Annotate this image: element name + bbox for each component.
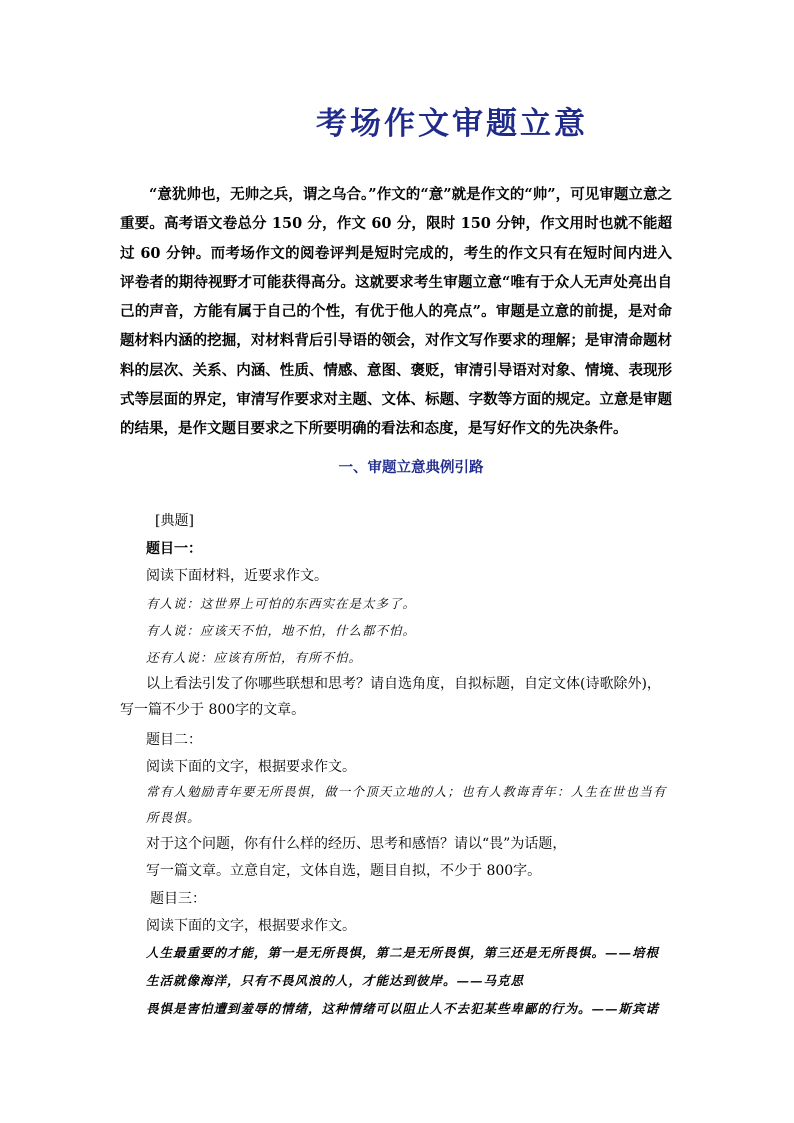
q1-quote-3: 还有人说：应该有所怕，有所不怕。	[146, 650, 363, 665]
q1-quote-1: 有人说：这世界上可怕的东西实在是太多了。	[146, 596, 417, 611]
document-title: 考场作文审题立意	[316, 106, 588, 142]
intro-paragraph: “意犹帅也，无帅之兵，谓之乌合。”作文的“意”就是作文的“帅”，可见审题立意之重要。高考语文卷总分 150 分，作文 60 分，限时 150 分钟，作文用时也就不能超过 60 分钟。而考场作文的阅卷评判是短时完成的，考生的作文只有在短时间内进入评卷者的期待视野才可能获得高分。这就要求考生审题立意“唯有于众人无声处亮出自己的声音，方能有属于自己的个性，有优于他人的亮点”。审题是立意的前提，是对命题材料内涵的挖掘，对材料背后引导语的领会，对作文写作要求的理解；是审清命题材料的层次、关系、内涵、性质、情感、意图、褒贬，审清引导语对对象、情境、表现形式等层面的界定，审清写作要求对主题、文体、标题、字数等方面的规定。立意是审题的结果，是作文题目要求之下所要明确的看法和态度，是写好作文的先决条件。	[120, 186, 672, 438]
q1-prompt: 以上看法引发了你哪些联想和思考？请自选角度，自拟标题，自定文体(诗歌除外)，写一篇不少于 800字的文章。	[120, 676, 661, 718]
q2-prompt-line1: 对于这个问题，你有什么样的经历、思考和感悟？请以“畏”为话题，	[146, 836, 567, 852]
q1-instruction: 阅读下面材料，近要求作文。	[146, 568, 328, 584]
q2-instruction: 阅读下面的文字，根据要求作文。	[146, 759, 356, 775]
q3-instruction: 阅读下面的文字，根据要求作文。	[146, 918, 356, 934]
q1-quote-2: 有人说：应该天不怕，地不怕，什么都不怕。	[146, 623, 417, 638]
q2-material: 常有人勉励青年要无所畏惧，做一个顶天立地的人；也有人教诲青年：人生在世也当有所畏惧。	[146, 784, 667, 825]
dianti-label: [典题]	[155, 513, 194, 529]
q3-label: 题目三：	[150, 891, 206, 907]
q2-prompt-line2: 写一篇文章。立意自定，文体自选，题目自拟，不少于 800字。	[146, 863, 542, 879]
q1-label: 题目一：	[146, 541, 202, 557]
q3-material-2: 畏惧是害怕遭到羞辱的情绪，这种情绪可以阻止人不去犯某些卑鄙的行为。——斯宾诺	[146, 1001, 660, 1016]
q2-label: 题目二：	[146, 732, 202, 748]
section-heading: 一、审题立意典例引路	[338, 459, 484, 476]
q3-material: 人生最重要的才能，第一是无所畏惧，第二是无所畏惧，第三还是无所畏惧。——培根 生活就像海洋，只有不畏风浪的人，才能达到彼岸。——马克思	[146, 945, 660, 988]
